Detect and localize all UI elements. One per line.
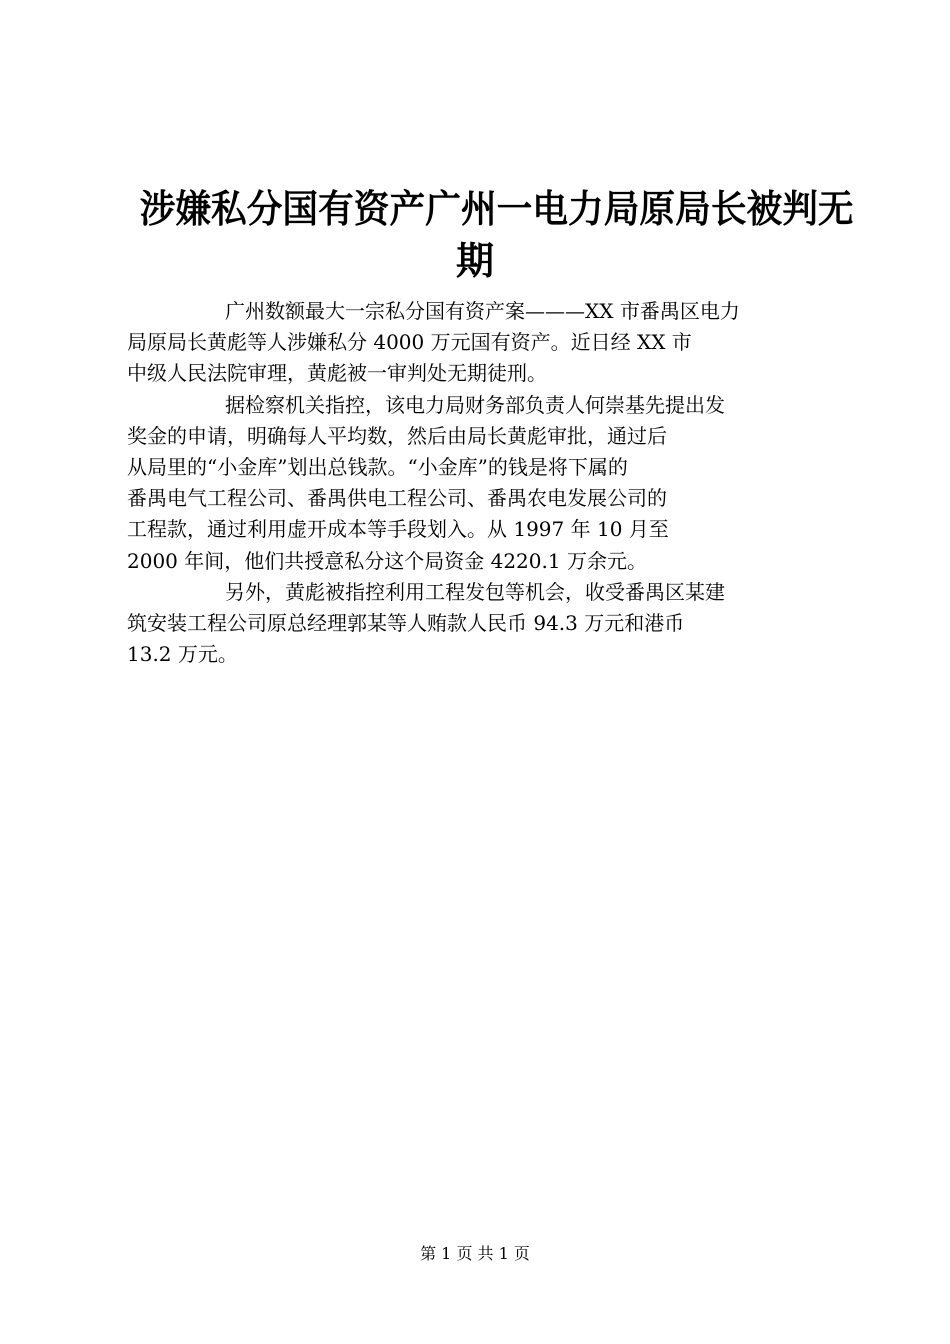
paragraph-line: 工程款，通过利用虚开成本等手段划入。从 1997 年 10 月至 (127, 517, 669, 542)
paragraph-line: 中级人民法院审理，黄彪被一审判处无期徒刑。 (127, 361, 547, 386)
page-footer: 第 1 页 共 1 页 (420, 1244, 530, 1263)
paragraph-line: 番禺电气工程公司、番禺供电工程公司、番禺农电发展公司的 (127, 486, 667, 511)
paragraph-line: 局原局长黄彪等人涉嫌私分 4000 万元国有资产。近日经 XX 市 (127, 330, 692, 355)
paragraph-line: 13.2 万元。 (127, 642, 238, 667)
paragraph-line: 2000 年间，他们共授意私分这个局资金 4220.1 万余元。 (127, 548, 647, 573)
document-title (118, 183, 854, 287)
paragraph-line: 据检察机关指控，该电力局财务部负责人何崇基先提出发 (225, 392, 725, 417)
paragraph-line: 筑安装工程公司原总经理郭某等人贿款人民币 94.3 万元和港币 (127, 611, 685, 636)
paragraph-line: 奖金的申请，明确每人平均数，然后由局长黄彪审批，通过后 (127, 423, 667, 448)
paragraph-line: 从局里的“小金库”划出总钱款。“小金库”的钱是将下属的 (127, 455, 628, 480)
title-line-1: 涉嫌私分国有资产广州一电力局原局长被判无 (139, 186, 854, 231)
paragraph-2 (127, 390, 827, 577)
paragraph-3 (127, 577, 827, 671)
paragraph-1 (127, 296, 827, 390)
title-line-2: 期 (455, 238, 494, 283)
paragraph-line: 另外，黄彪被指控利用工程发包等机会，收受番禺区某建 (225, 579, 725, 604)
article-body (127, 296, 827, 670)
paragraph-line: 广州数额最大一宗私分国有资产案———XX 市番禺区电力 (225, 299, 740, 323)
